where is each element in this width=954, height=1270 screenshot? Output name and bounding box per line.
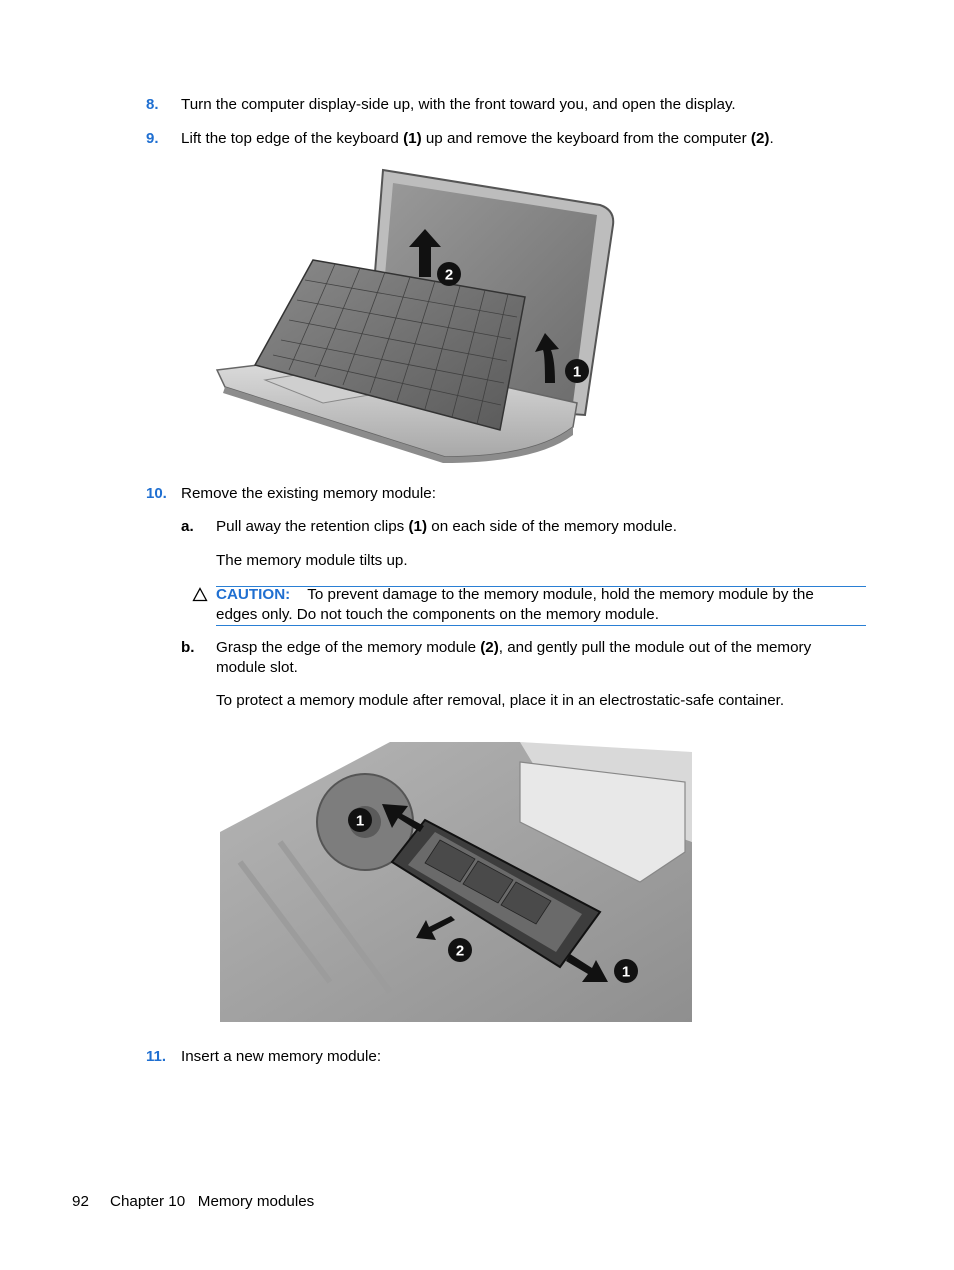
substep-b-text-a: Grasp the edge of the memory module [216, 639, 481, 656]
substep-b-text [216, 638, 811, 658]
caution-text-1: To prevent damage to the memory module, hold the memory module by the [307, 586, 814, 603]
substep-b-letter: b. [181, 639, 195, 656]
memory-callout-1-right: 1 [621, 963, 631, 981]
caution-line-1 [216, 585, 814, 605]
caution-label: CAUTION: [216, 586, 291, 603]
substep-a-callout-1: (1) [408, 518, 428, 535]
step-10-number: 10. [146, 485, 167, 502]
substep-a-text [216, 517, 677, 537]
step-9-callout-1: (1) [403, 130, 422, 147]
substep-b-line-2: module slot. [216, 659, 298, 676]
keyboard-callout-1: 1 [572, 363, 582, 381]
caution-bottom-rule [216, 625, 866, 626]
footer-page-number: 92 [72, 1193, 89, 1210]
caution-triangle-icon [192, 587, 208, 602]
step-9-number: 9. [146, 130, 159, 147]
substep-b-note: To protect a memory module after removal, place it in an electrostatic-safe container. [216, 692, 785, 709]
keyboard-callout-2: 2 [444, 266, 454, 284]
step-8-text: Turn the computer display-side up, with the front toward you, and open the display. [181, 96, 736, 113]
step-11-text: Insert a new memory module: [181, 1048, 382, 1065]
step-9-text [181, 129, 774, 149]
footer-chapter-title: Chapter 10 Memory modules [110, 1193, 315, 1210]
substep-b-text-b: , and gently pull the module out of the memory [498, 639, 812, 656]
substep-b-callout-2: (2) [480, 639, 499, 656]
caution-line-2: edges only. Do not touch the components on the memory module. [216, 606, 659, 623]
step-9-text-c: . [769, 130, 774, 147]
step-9-text-a: Lift the top edge of the keyboard [181, 130, 404, 147]
memory-callout-1-left: 1 [355, 812, 365, 830]
substep-a-letter: a. [181, 518, 194, 535]
memory-module-removal-figure [220, 732, 692, 1022]
step-9-text-b: up and remove the keyboard from the computer [421, 130, 751, 147]
memory-callout-2: 2 [455, 942, 465, 960]
step-10-text: Remove the existing memory module: [181, 485, 436, 502]
step-9-callout-2: (2) [750, 130, 770, 147]
keyboard-removal-figure [205, 165, 625, 465]
substep-a-text-a: Pull away the retention clips [216, 518, 409, 535]
substep-a-note: The memory module tilts up. [216, 552, 408, 569]
step-8-number: 8. [146, 96, 159, 113]
substep-a-text-b: on each side of the memory module. [427, 518, 677, 535]
step-11-number: 11. [146, 1048, 167, 1065]
